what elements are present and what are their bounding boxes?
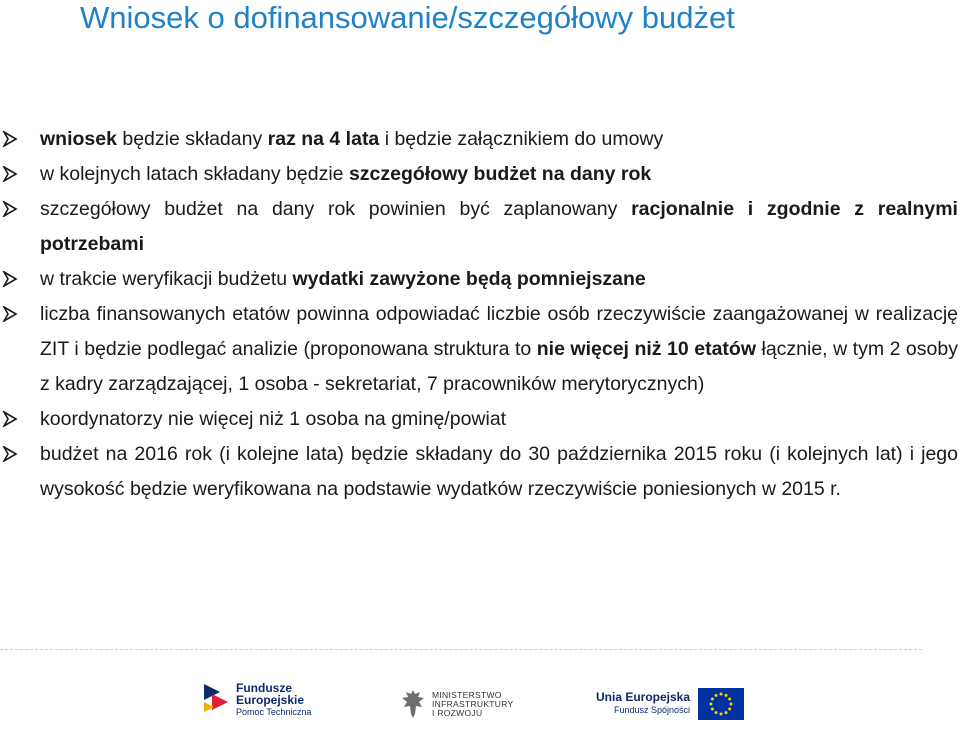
text: koordynatorzy nie więcej niż 1 osoba na gminę/powiat: [40, 408, 507, 430]
footer-logos: [0, 660, 960, 751]
polish-eagle-icon: [400, 688, 426, 720]
arrow-bullet-icon: [2, 131, 18, 147]
eu-star: [725, 694, 728, 697]
bullet-item: [0, 402, 960, 437]
eu-line1: Unia Europejska: [596, 690, 691, 704]
footer-divider: [0, 649, 922, 650]
eu-flag-icon: [698, 688, 744, 720]
bold-text: racjonalnie i zgodnie z realnymi potrzebami: [40, 198, 958, 255]
text: łącznie, w tym 2 osoby z kadry zarządzającej, 1 osoba - sekretariat, 7 pracowników merytorycznych): [40, 338, 958, 395]
bold-text: wniosek: [40, 128, 117, 150]
bullet-list: [0, 122, 960, 507]
eu-star: [728, 708, 731, 711]
logo-fundusze-europejskie: [202, 682, 311, 718]
mi-line2: INFRASTRUKTURY: [432, 698, 514, 709]
bold-text: nie więcej niż 10 etatów: [536, 338, 756, 360]
arrow-bullet-icon: [2, 166, 18, 182]
text: szczegółowy budżet na dany rok powinien być zaplanowany: [40, 198, 632, 220]
arrow-bullet-icon: [2, 446, 18, 462]
fundusze-europejskie-icon: [202, 684, 230, 716]
eu-star: [720, 713, 723, 716]
arrow-bullet-icon: [2, 201, 18, 217]
bold-text: wydatki zawyżone będą pomniejszane: [292, 268, 646, 290]
eu-star: [715, 711, 718, 714]
text: w kolejnych latach składany będzie: [40, 163, 349, 185]
arrow-bullet-icon: [2, 411, 18, 427]
logo-unia-europejska: [596, 688, 744, 720]
bullet-item: [0, 192, 960, 262]
text: będzie składany: [116, 128, 268, 150]
bold-text: raz na 4 lata: [267, 128, 380, 150]
logo-ministerstwo: [400, 688, 514, 720]
eu-star: [725, 711, 728, 714]
page-title: Wniosek o dofinansowanie/szczegółowy budżet: [80, 0, 735, 35]
bullet-item: [0, 262, 960, 297]
eu-star: [711, 708, 714, 711]
fe-line2: Europejskie: [236, 693, 305, 707]
mi-line3: I ROZWOJU: [432, 707, 483, 718]
eu-star: [730, 703, 733, 706]
bullet-item: [0, 157, 960, 192]
eu-star: [710, 703, 713, 706]
text: budżet na 2016 rok (i kolejne lata) będzie składany do 30 października 2015 roku (i kolejnych lat) i jego wysokość będzie weryfikowana na podstawie wydatków rzeczywiście poniesionych w 2015 r.: [40, 443, 958, 500]
text: liczba finansowanych etatów powinna odpowiadać liczbie osób rzeczywiście zaangażowanej w realizację ZIT i będzie podlegać analizie (proponowana struktura to: [40, 303, 958, 360]
fe-line1: Fundusze: [236, 681, 292, 695]
eu-line2: Fundusz Spójności: [613, 705, 691, 715]
bullet-item: [0, 437, 960, 507]
eu-star: [715, 694, 718, 697]
bullet-item: [0, 122, 960, 157]
bullet-item: [0, 297, 960, 402]
fe-line3: Pomoc Techniczna: [236, 707, 312, 717]
text: i będzie załącznikiem do umowy: [379, 128, 664, 150]
bold-text: szczegółowy budżet na dany rok: [348, 163, 652, 185]
arrow-bullet-icon: [2, 306, 18, 322]
arrow-bullet-icon: [2, 271, 18, 287]
eu-star: [711, 698, 714, 701]
eu-star: [720, 693, 723, 696]
text: w trakcie weryfikacji budżetu: [40, 268, 293, 290]
eu-star: [728, 698, 731, 701]
mi-line1: MINISTERSTWO: [432, 689, 502, 700]
